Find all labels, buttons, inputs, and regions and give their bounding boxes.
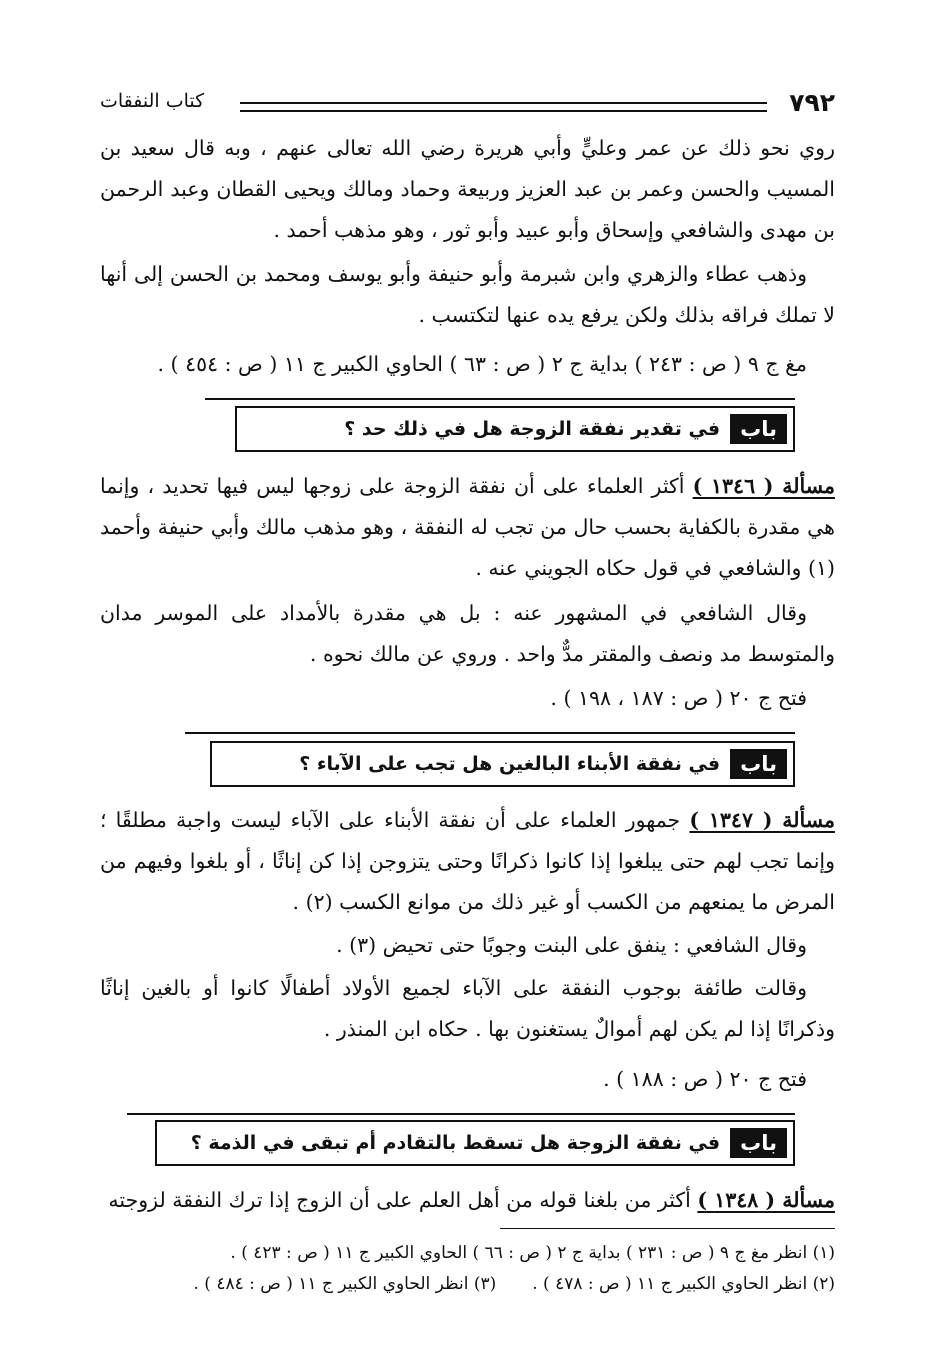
footnote-1: (١) انظر مغ ج ٩ ( ص : ٢٣١ ) بداية ج ٢ ( ص : ٦٦ ) الحاوي الكبير ج ١١ ( ص : ٤٢٣ ) . — [230, 1243, 835, 1263]
chapter-title: في نفقة الأبناء البالغين هل تجب على الآباء ؟ — [299, 753, 721, 775]
chapter-heading-rule — [185, 732, 795, 734]
section-paragraph: وقال الشافعي : ينفق على البنت وجوبًا حتى تحيض (٣) . — [336, 933, 807, 957]
masala-paragraph — [100, 1180, 835, 1221]
chapter-heading-rule — [205, 398, 795, 400]
running-title: كتاب النفقات — [100, 90, 205, 112]
chapter-label: باب — [730, 749, 787, 779]
page-header — [100, 82, 835, 122]
chapter-heading-rule — [127, 1113, 795, 1115]
masala-text: أكثر من بلغنا قوله من أهل العلم على أن الزوج إذا ترك النفقة لزوجته — [108, 1188, 691, 1212]
intro-paragraph-2: وذهب عطاء والزهري وابن شبرمة وأبو حنيفة وأبو يوسف ومحمد بن الحسن إلى أنها لا تملك فراقه بذلك ولكن يرفع يده عنها لتكتسب . — [100, 262, 835, 327]
chapter-heading — [235, 406, 795, 452]
footnote-3: (٣) انظر الحاوي الكبير ج ١١ ( ص : ٤٨٤ ) . — [193, 1274, 497, 1294]
chapter-label: باب — [730, 1128, 787, 1158]
masala-text: جمهور العلماء على أن نفقة الأبناء على الآباء ليست واجبة مطلقًا ؛ وإنما تجب لهم حتى يبلغوا إذا كانوا ذكرانًا وحتى يتزوجن إذا كن إناثًا ، أو بلغوا وفيهم من المرض ما يمنعهم من الكسب أو غير ذلك من موانع الكسب (٢) . — [100, 808, 835, 914]
chapter-title: في تقدير نفقة الزوجة هل في ذلك حد ؟ — [344, 418, 721, 440]
section-paragraph: وقال الشافعي في المشهور عنه : بل هي مقدرة بالأمداد على الموسر مدان والمتوسط مد ونصف والمقتر مدٌّ واحد . وروي عن مالك نحوه . — [100, 601, 835, 666]
section-reference: فتح ج ٢٠ ( ص : ١٨٨ ) . — [603, 1067, 807, 1091]
chapter-title: في نفقة الزوجة هل تسقط بالتقادم أم تبقى في الذمة ؟ — [190, 1132, 721, 1154]
header-double-rule — [240, 102, 767, 112]
footnote-2: (٢) انظر الحاوي الكبير ج ١١ ( ص : ٤٧٨ ) . — [532, 1274, 835, 1294]
chapter-label: باب — [730, 414, 787, 444]
chapter-heading — [210, 741, 795, 787]
masala-number: مسألة ( ١٣٤٨ ) — [697, 1188, 835, 1212]
masala-number: مسألة ( ١٣٤٧ ) — [689, 808, 835, 832]
masala-paragraph — [100, 466, 835, 589]
masala-paragraph — [100, 800, 835, 923]
chapter-heading — [155, 1120, 795, 1166]
section-paragraph: وقالت طائفة بوجوب النفقة على الآباء لجميع الأولاد أطفالًا كانوا أو بالغين إناثًا وذكرانًا إذا لم يكن لهم أموالٌ يستغنون بها . حكاه ابن المنذر . — [100, 976, 835, 1041]
footnote-row — [100, 1269, 835, 1300]
page-number: ٧٩٢ — [789, 88, 835, 117]
masala-number: مسألة ( ١٣٤٦ ) — [692, 474, 835, 498]
footnotes — [100, 1238, 835, 1300]
intro-paragraph-1: روي نحو ذلك عن عمر وعليٍّ وأبي هريرة رضي الله تعالى عنهم ، وبه قال سعيد بن المسيب والحسن وعمر بن عبد العزيز وربيعة وحماد ومالك ويحيى القطان وعبد الرحمن بن مهدى والشافعي وإسحاق وأبو عبيد وأبو ثور ، وهو مذهب أحمد . — [100, 136, 835, 242]
masala-text: أكثر العلماء على أن نفقة الزوجة على زوجها ليس فيها تحديد ، وإنما هي مقدرة بالكفاية بحسب حال من تجب له النفقة ، وهو مذهب مالك وأبي حنيفة وأحمد (١) والشافعي في قول حكاه الجويني عنه . — [100, 474, 835, 580]
section-reference: فتح ج ٢٠ ( ص : ١٨٧ ، ١٩٨ ) . — [550, 686, 807, 710]
intro-reference: مغ ج ٩ ( ص : ٢٤٣ ) بداية ج ٢ ( ص : ٦٣ ) الحاوي الكبير ج ١١ ( ص : ٤٥٤ ) . — [157, 352, 807, 376]
footnote-separator — [500, 1228, 835, 1229]
